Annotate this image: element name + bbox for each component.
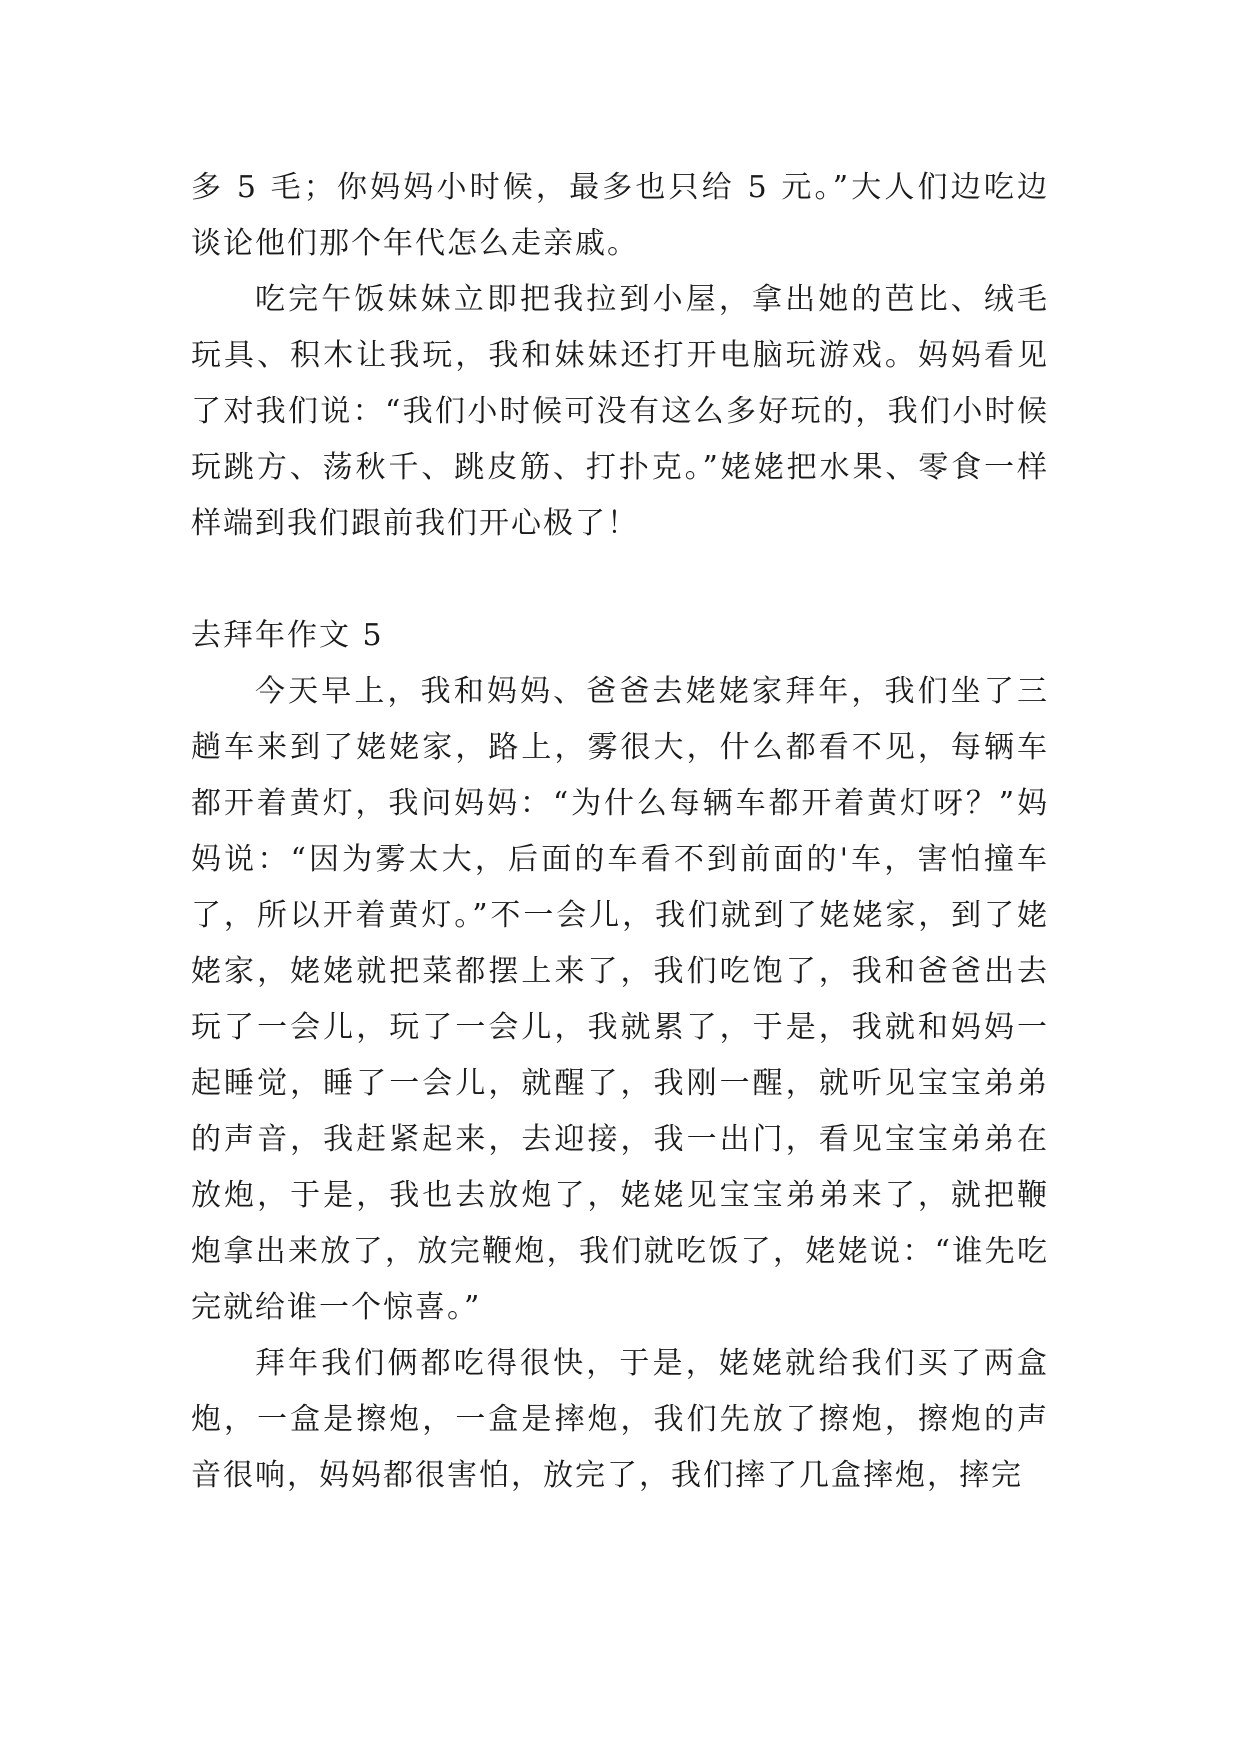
paragraph-morning-visit: 今天早上，我和妈妈、爸爸去姥姥家拜年，我们坐了三趟车来到了姥姥家，路上，雾很大，什么都看不见，每辆车都开着黄灯，我问妈妈：“为什么每辆车都开着黄灯呀？”妈妈说：“因为雾太大，后面的车看不到前面的'车，害怕撞车了，所以开着黄灯。”不一会儿，我们就到了姥姥家，到了姥姥家，姥姥就把菜都摆上来了，我们吃饱了，我和爸爸出去玩了一会儿，玩了一会儿，我就累了，于是，我就和妈妈一起睡觉，睡了一会儿，就醒了，我刚一醒，就听见宝宝弟弟的声音，我赶紧起来，去迎接，我一出门，看见宝宝弟弟在放炮，于是，我也去放炮了，姥姥见宝宝弟弟来了，就把鞭炮拿出来放了，放完鞭炮，我们就吃饭了，姥姥说：“谁先吃完就给谁一个惊喜。” xyxy=(191,674,1049,1325)
document-body xyxy=(191,160,1049,1504)
section-title: 去拜年作文 5 xyxy=(191,618,384,653)
paragraph-continuation: 多 5 毛；你妈妈小时候，最多也只给 5 元。”大人们边吃边谈论他们那个年代怎么走亲戚。 xyxy=(191,170,1049,261)
paragraph-after-lunch: 吃完午饭妹妹立即把我拉到小屋，拿出她的芭比、绒毛玩具、积木让我玩，我和妹妹还打开电脑玩游戏。妈妈看见了对我们说：“我们小时候可没有这么多好玩的，我们小时候玩跳方、荡秋千、跳皮筋、打扑克。”姥姥把水果、零食一样样端到我们跟前我们开心极了！ xyxy=(191,282,1049,541)
paragraph-firecrackers: 拜年我们俩都吃得很快，于是，姥姥就给我们买了两盒炮，一盒是擦炮，一盒是摔炮，我们先放了擦炮，擦炮的声音很响，妈妈都很害怕，放完了，我们摔了几盒摔炮，摔完 xyxy=(191,1346,1049,1493)
section-spacer xyxy=(191,552,1049,608)
